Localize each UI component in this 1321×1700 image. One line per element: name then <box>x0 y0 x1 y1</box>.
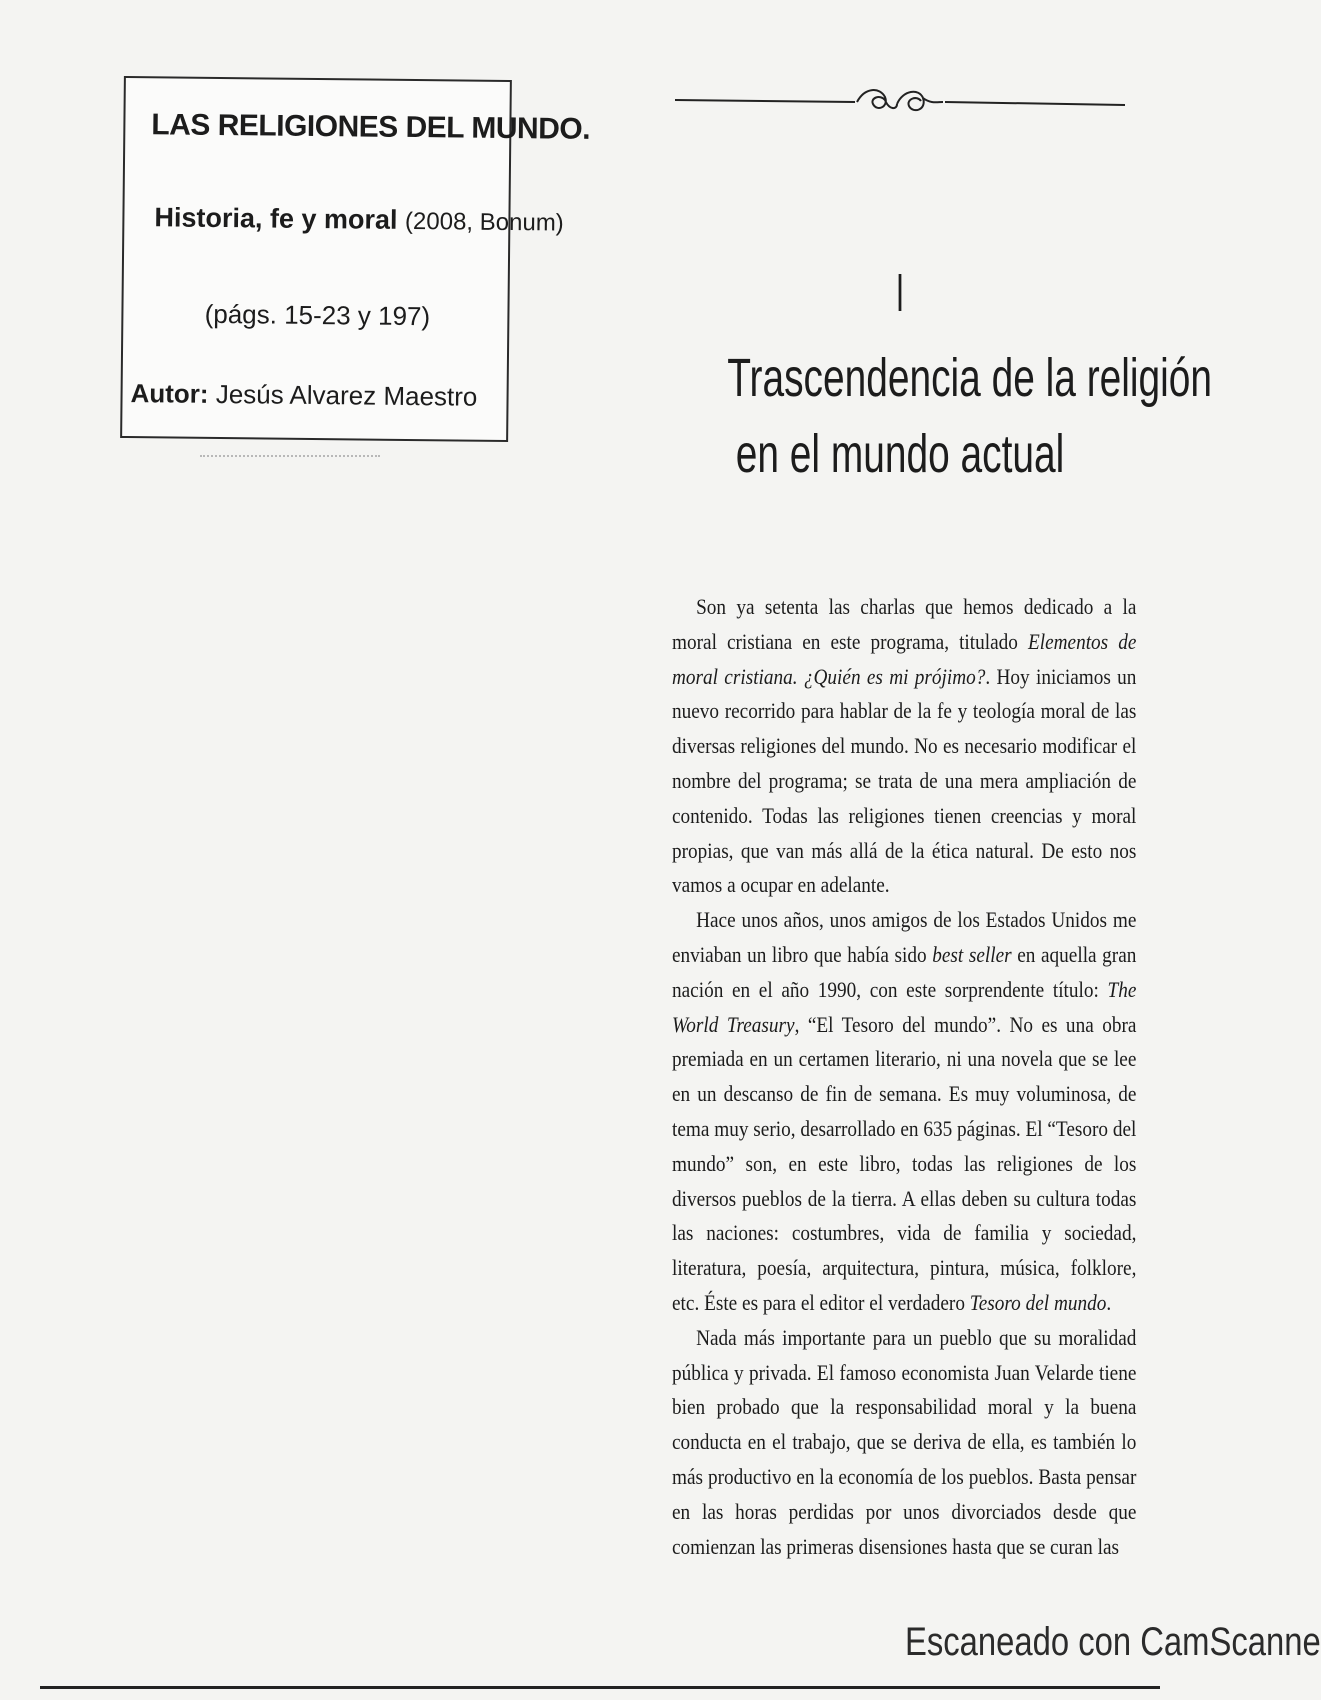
paragraph-1-text-a: Son ya setenta las charlas que hemos dedicado a la moral cristiana en este programa, titulado <box>672 594 1137 654</box>
paragraph-2-text-a: Hace unos años, unos amigos de los Estados Unidos me enviaban un libro que había sido <box>672 907 1137 967</box>
ornament-divider-icon <box>675 82 1125 122</box>
chapter-title <box>727 340 1213 492</box>
chapter-body <box>672 590 1136 1564</box>
book-reference-label <box>120 76 591 442</box>
bottom-rule <box>40 1686 1160 1689</box>
author-label: Autor: <box>130 378 209 409</box>
book-pages: (págs. 15-23 y 197) <box>204 298 431 332</box>
best-seller-term: best seller <box>932 941 1012 967</box>
chapter-number: I <box>895 263 905 323</box>
treasure-title: Tesoro del mundo <box>969 1289 1107 1315</box>
scanner-watermark: Escaneado con CamScanne <box>905 1620 1321 1664</box>
paragraph-1-text-b: . Hoy iniciamos un nuevo recorrido para hablar de la fe y teología moral de las diversas religiones del mundo. No es necesario modificar el nombre del programa; se trata de una mera ampliación de contenido. Todas las religiones tienen creencias y moral propias, que van más allá de la ética natural. De esto nos vamos a ocupar en adelante. <box>672 663 1137 898</box>
book-title: LAS RELIGIONES DEL MUNDO. <box>151 108 591 146</box>
paragraph-2 <box>672 903 1136 1321</box>
chapter-title-line-2: en el mundo actual <box>735 424 1065 484</box>
book-subtitle-main: Historia, fe y moral <box>154 202 398 235</box>
book-english-title: The World Treasury <box>672 976 1137 1037</box>
paragraph-2-text-c: , “El Tesoro del mundo”. No es una obra premiada en un certamen literario, ni una novela que se lee en un descanso de fin de semana. Es muy voluminosa, de tema muy serio, desarrollado en 635 páginas. El “Tesoro del mundo” son, en este libro, todas las religiones de los diversos pueblos de la tierra. A ellas deben su cultura todas las naciones: costumbres, vida de familia y sociedad, literatura, poesía, arquitectura, pintura, música, folklore, etc. Éste es para el editor el verdadero <box>672 1011 1137 1315</box>
book-subtitle <box>154 202 564 237</box>
paragraph-2-text-b: en aquella gran nación en el año 1990, con este sorprendente título: <box>672 941 1137 1002</box>
scan-speck <box>200 455 380 459</box>
book-author <box>130 378 500 413</box>
paragraph-3: Nada más importante para un pueblo que su moralidad pública y privada. El famoso economista Juan Velarde tiene bien probado que la responsabilidad moral y la buena conducta en el trabajo, que se deriva de ella, es también lo más productivo en la economía de los pueblos. Basta pensar en las horas perdidas por unos divorciados desde que comienzan las primeras disensiones hasta que se curan las <box>672 1324 1137 1559</box>
chapter-title-line-1: Trascendencia de la religión <box>727 348 1213 408</box>
book-edition: (2008, Bonum) <box>404 207 564 237</box>
program-title: Elementos de moral cristiana. ¿Quién es mi prójimo? <box>672 628 1137 689</box>
paragraph-1 <box>672 590 1136 903</box>
author-name: Jesús Alvarez Maestro <box>215 378 478 412</box>
paragraph-2-text-d: . <box>1106 1289 1112 1315</box>
